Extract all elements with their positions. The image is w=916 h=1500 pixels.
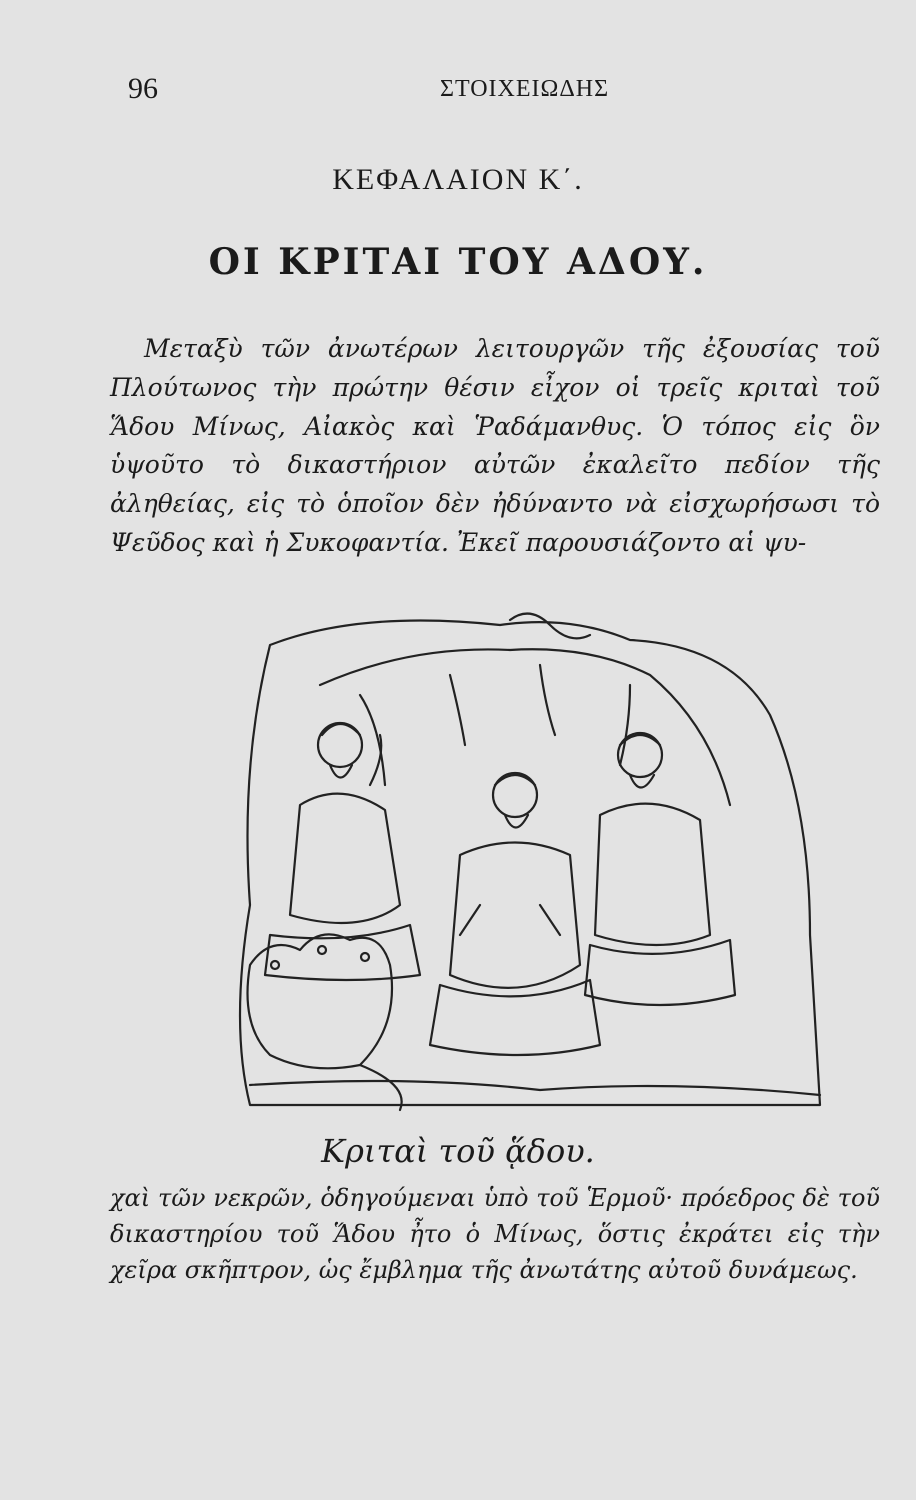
page-number: 96 xyxy=(128,72,158,105)
running-title: ΣΤΟΙΧΕΙΩΔΗΣ xyxy=(440,76,610,102)
judges-illustration xyxy=(210,605,880,1125)
illustration-caption: Κριταὶ τοῦ ᾅδου. xyxy=(321,1132,595,1170)
chapter-heading: ΚΕΦΑΛΑΙΟΝ Κ΄. xyxy=(332,163,584,196)
paragraph-1: Μεταξὺ τῶν ἀνωτέρων λειτουργῶν τῆς ἐξουσίας τοῦ Πλούτωνος τὴν πρώτην θέσιν εἶχον οἱ τρεῖς κριταὶ τοῦ Ἅδου Μίνως, Αἰακὸς καὶ Ῥαδάμανθυς. Ὁ τόπος εἰς ὃν ὑψοῦτο τὸ δικαστήριον αὐτῶν ἐκαλεῖτο πεδίον τῆς ἀληθείας, εἰς τὸ ὁποῖον δὲν ἠδύναντο νὰ εἰσχωρήσωσι τὸ Ψεῦδος καὶ ἡ Συκοφαντία. Ἐκεῖ παρουσιάζοντο αἱ ψυ- xyxy=(110,334,880,557)
paragraph-2: χαὶ τῶν νεκρῶν, ὁδηγούμεναι ὑπὸ τοῦ Ἑρμοῦ· πρόεδρος δὲ τοῦ δικαστηρίου τοῦ Ἅδου ἦτο ὁ Μίνως, ὅστις ἐκράτει εἰς τὴν χεῖρα σκῆπτρον, ὡς ἔμβλημα τῆς ἀνωτάτης αὐτοῦ δυνάμεως. xyxy=(110,1184,880,1284)
chapter-title: ΟΙ ΚΡΙΤΑΙ ΤΟΥ ΑΔΟΥ. xyxy=(208,241,708,283)
